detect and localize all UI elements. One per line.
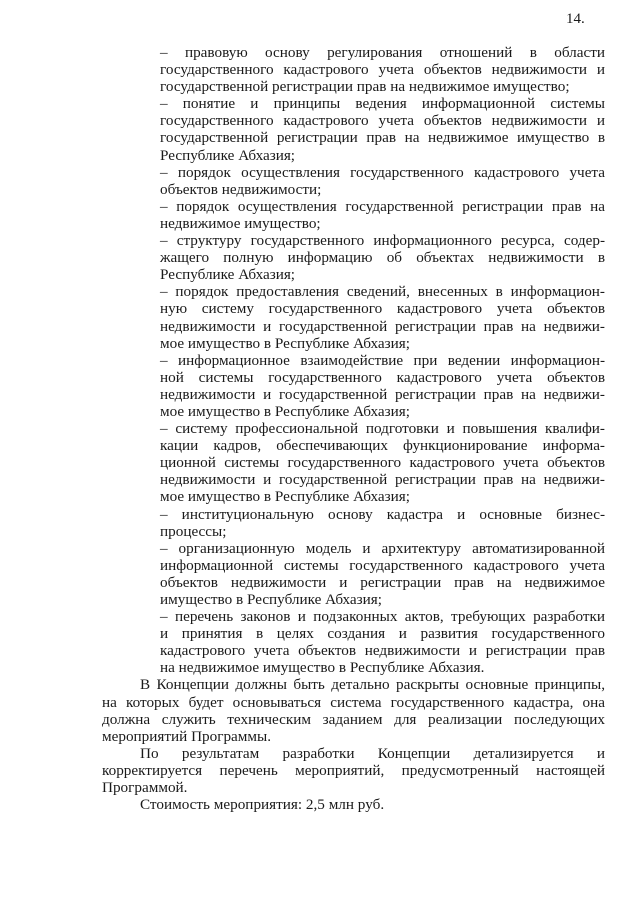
text-line: корректируется перечень мероприятий, предусмотренный настоящей (102, 761, 605, 779)
list-item (102, 232, 605, 283)
list-item (102, 506, 605, 540)
text-line: Республике Абхазия; (160, 146, 296, 164)
paragraphs (102, 676, 605, 813)
text-line: недвижимости и государственной регистрации прав на недвижи- (160, 385, 605, 403)
text-line: и принятия в целях создания и развития государственного (160, 625, 605, 643)
text-line: В Концепции должны быть детально раскрыты основные принципы, (140, 676, 605, 694)
text-line: недвижимости и государственной регистрации прав на недвижи- (160, 471, 605, 489)
text-line: – структуру государственного информационного ресурса, содер- (160, 232, 605, 250)
text-line: должна служить техническим заданием для реализации последующих (102, 710, 605, 728)
text-line: государственной регистрации прав на недвижимое имущество в (160, 129, 605, 147)
text-line: процессы; (160, 522, 227, 540)
list-item (102, 352, 605, 420)
page-number: 14. (566, 11, 585, 27)
text-line: на недвижимое имущество в Республике Абхазия. (160, 659, 485, 677)
text-line: – организационную модель и архитектуру автоматизированной (160, 539, 605, 557)
text-line: государственной регистрации прав на недвижимое имущество; (160, 78, 570, 96)
text-line: – систему профессиональной подготовки и повышения квалифи- (160, 420, 605, 438)
text-line: кации кадров, обеспечивающих функционирование информа- (160, 437, 605, 455)
document-body (102, 44, 605, 813)
list-item (102, 198, 605, 232)
paragraph (102, 676, 605, 744)
list-item (102, 283, 605, 351)
text-line: – институциональную основу кадастра и основные бизнес- (160, 505, 605, 523)
list-item (102, 608, 605, 676)
text-line: По результатам разработки Концепции детализируется и (140, 744, 605, 762)
text-line: – понятие и принципы ведения информационной системы (160, 95, 605, 113)
requirements-list (102, 44, 605, 676)
paragraph (102, 745, 605, 796)
text-line: на которых будет основываться система государственного кадастра, она (102, 693, 605, 711)
list-item (102, 95, 605, 163)
text-line: – информационное взаимодействие при ведении информацион- (160, 351, 605, 369)
text-line: ной системы государственного кадастрового учета объектов (160, 368, 605, 386)
text-line: государственного кадастрового учета объектов недвижимости и (160, 61, 605, 79)
text-line: – порядок осуществления государственного кадастрового учета (160, 163, 605, 181)
text-line: Программой. (102, 779, 188, 797)
text-line: объектов недвижимости и регистрации прав на недвижимое (160, 573, 605, 591)
text-line: ную систему государственного кадастрового учета объектов (160, 300, 605, 318)
list-item (102, 420, 605, 505)
text-line: недвижимости и государственной регистрации прав на недвижи- (160, 317, 605, 335)
text-line: – перечень законов и подзаконных актов, требующих разработки (160, 608, 605, 626)
text-line: жащего полную информацию об объектах недвижимости в (160, 249, 605, 267)
text-line: имущество в Республике Абхазия; (160, 591, 382, 608)
text-line: государственного кадастрового учета объектов недвижимости и (160, 112, 605, 130)
text-line: информационной системы государственного кадастрового учета (160, 556, 605, 574)
text-line: мое имущество в Республике Абхазия; (160, 402, 410, 420)
text-line: Республике Абхазия; (160, 266, 296, 284)
list-item (102, 540, 605, 608)
list-item (102, 44, 605, 95)
text-line: мое имущество в Республике Абхазия; (160, 334, 410, 352)
text-line: – правовую основу регулирования отношений в области (160, 44, 605, 61)
text-line: мое имущество в Республике Абхазия; (160, 488, 410, 506)
text-line: кадастрового учета объектов недвижимости и регистрации прав (160, 642, 605, 660)
text-line: объектов недвижимости; (160, 180, 322, 198)
text-line: – порядок предоставления сведений, внесенных в информацион- (160, 283, 605, 301)
text-line: ционной системы государственного кадастрового учета объектов (160, 454, 605, 472)
text-line: Стоимость мероприятия: 2,5 млн руб. (140, 796, 385, 814)
list-item (102, 164, 605, 198)
text-line: – порядок осуществления государственной регистрации прав на (160, 197, 605, 215)
text-line: недвижимое имущество; (160, 214, 321, 232)
text-line: мероприятий Программы. (102, 727, 272, 745)
paragraph (102, 796, 605, 813)
